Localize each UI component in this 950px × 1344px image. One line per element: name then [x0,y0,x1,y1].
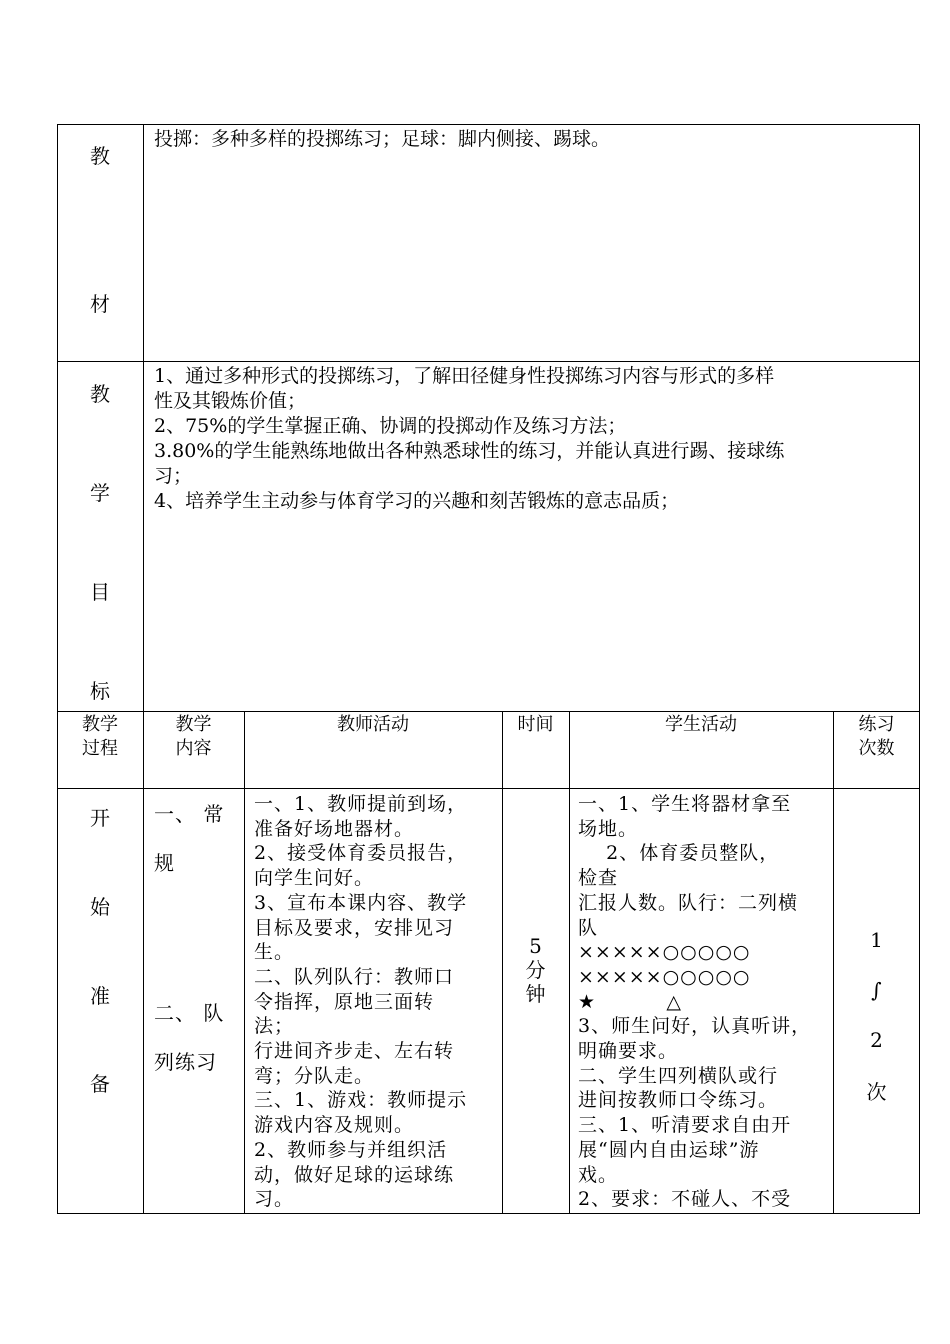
time-value: 5 分 钟 [525,934,546,1006]
grid-line [57,788,920,789]
process-char: 始 [90,895,110,919]
grid-line [569,711,570,1214]
header-time: 时间 [517,714,554,735]
grid-line [57,361,920,362]
header-content: 教学 内容 [175,714,212,759]
goal-line: 1、通过多种形式的投掷练习，了解田径健身性投掷练习内容与形式的多样 [154,365,775,387]
goal-line: 2、75%的学生掌握正确、协调的投掷动作及练习方法； [154,415,627,437]
count-char: 1 [870,928,883,952]
count-char: ∫ [871,978,882,1002]
grid-line [143,124,144,1214]
content-routine: 一、 常 规 [154,802,225,876]
goals-label-char: 目 [90,580,110,604]
process-char: 备 [90,1072,110,1096]
process-char: 开 [90,806,110,830]
count-char: 2 [870,1028,883,1052]
goals-label-char: 标 [90,679,110,703]
grid-line [57,711,920,712]
goal-line: 3.80%的学生能熟练地做出各种熟悉球性的练习，并能认真进行踢、接球练 [154,440,785,462]
goal-line: 性及其锻炼价值； [154,390,307,412]
process-char: 准 [90,984,110,1008]
header-count: 练习 次数 [858,714,895,759]
grid-line [833,711,834,1214]
count-char: 次 [866,1080,887,1104]
grid-line [244,711,245,1214]
material-label-char: 材 [90,292,110,316]
header-process: 教学 过程 [82,714,118,759]
content-drill: 二、 队 列练习 [154,1001,225,1075]
goals-label-char: 教 [90,382,110,406]
header-student: 学生活动 [665,714,737,735]
student-activity: 一、1、学生将器材拿至 场地。 2、体育委员整队， 检查 汇报人数。队行：二列横 队 ×××××○○○○○ ×××××○○○○○ ★ △ 3、师生问好，认真听讲， 明确要求。 二、学生四列横队或行 进间按教师口令练习。 三、1、听清要求自由开 展“圆内自由运球”游 戏。 2、要求：不碰人、不受 [578,793,812,1211]
material-label-char: 教 [90,144,110,168]
goal-line: 4、培养学生主动参与体育学习的兴趣和刻苦锻炼的意志品质； [154,490,680,512]
header-teacher: 教师活动 [337,714,409,735]
teacher-activity: 一、1、教师提前到场， 准备好场地器材。 2、接受体育委员报告， 向学生问好。 3、宣布本课内容、教学 目标及要求，安排见习 生。 二、队列队行：教师口 令指挥，原地三面转 法； 行进间齐步走、左右转 弯；分队走。 三、1、游戏：教师提示 游戏内容及规则。 2、教师参与并组织活 动，做好足球的运球练 习。 [254,793,468,1211]
material-content: 投掷：多种多样的投掷练习；足球：脚内侧接、踢球。 [154,128,611,150]
goals-label-char: 学 [90,481,110,505]
goal-line: 习； [154,465,193,487]
goals-content [154,364,916,514]
